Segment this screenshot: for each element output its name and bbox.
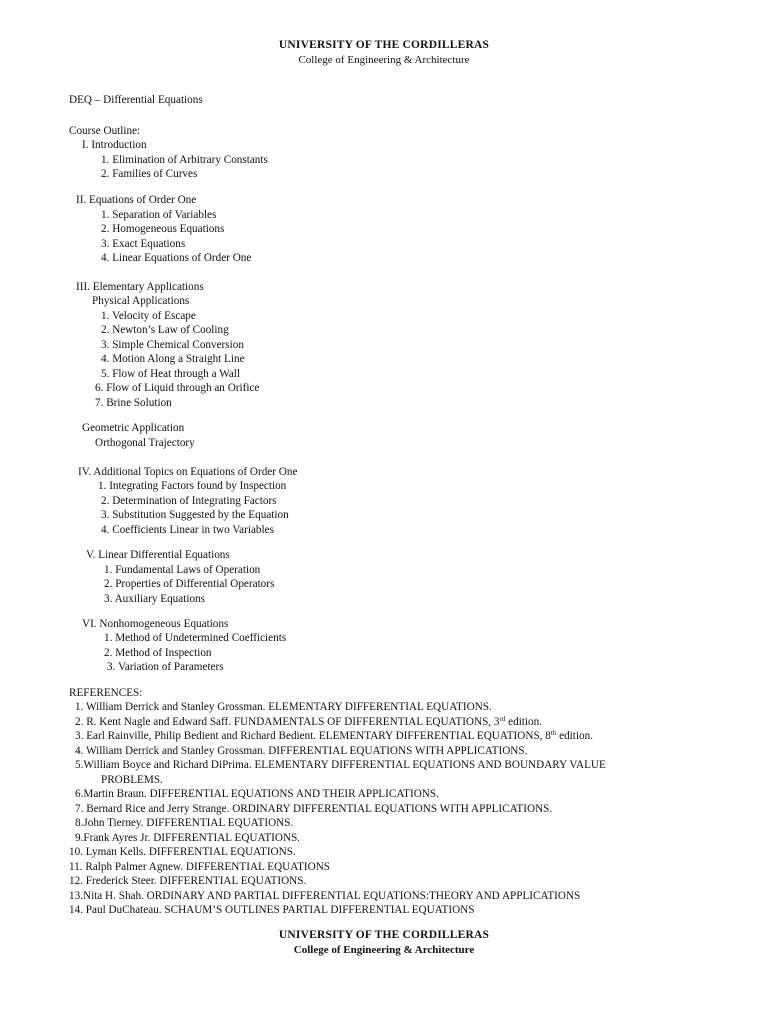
reference-item-continuation: PROBLEMS. <box>101 774 163 786</box>
references-label: REFERENCES: <box>69 687 143 699</box>
reference-item: 10. Lyman Kells. DIFFERENTIAL EQUATIONS. <box>69 846 296 858</box>
outline-label: Course Outline: <box>69 125 141 137</box>
section-2-item: 4. Linear Equations of Order One <box>101 252 252 264</box>
section-3-item: 4. Motion Along a Straight Line <box>101 353 245 365</box>
ordinal-suffix: th <box>550 729 557 737</box>
section-4-item: 3. Substitution Suggested by the Equation <box>101 509 289 521</box>
footer-college-subtitle: College of Engineering & Architecture <box>293 944 475 956</box>
section-3-item: 5. Flow of Heat through a Wall <box>101 368 241 380</box>
section-6-item: 2. Method of Inspection <box>104 647 212 659</box>
section-5-item: 2. Properties of Differential Operators <box>104 578 275 590</box>
reference-item: 1. William Derrick and Stanley Grossman. ELEMENTARY DIFFERENTIAL EQUATIONS. <box>75 701 492 713</box>
section-3-item: 6. Flow of Liquid through an Orifice <box>95 382 260 394</box>
reference-item: 13.Nita H. Shah. ORDINARY AND PARTIAL DIFFERENTIAL EQUATIONS:THEORY AND APPLICATIONS <box>69 890 581 902</box>
geometric-application-item: Orthogonal Trajectory <box>95 437 195 449</box>
footer-university-title: UNIVERSITY OF THE CORDILLERAS <box>278 929 490 941</box>
section-3-item: 3. Simple Chemical Conversion <box>101 339 244 351</box>
geometric-application-label: Geometric Application <box>82 422 185 434</box>
section-1-item: 1. Elimination of Arbitrary Constants <box>101 154 268 166</box>
section-2-item: 3. Exact Equations <box>101 238 186 250</box>
reference-item: 12. Frederick Steer. DIFFERENTIAL EQUATIONS. <box>69 875 307 887</box>
physical-applications-label: Physical Applications <box>92 295 190 307</box>
ordinal-suffix: rd <box>499 715 506 723</box>
section-4-title: IV. Additional Topics on Equations of Order One <box>78 466 298 478</box>
reference-item: 11. Ralph Palmer Agnew. DIFFERENTIAL EQUATIONS <box>69 861 331 873</box>
section-3-title: III. Elementary Applications <box>76 281 204 293</box>
reference-item: 14. Paul DuChateau. SCHAUM’S OUTLINES PARTIAL DIFFERENTIAL EQUATIONS <box>69 904 475 916</box>
section-6-item: 3. Variation of Parameters <box>107 661 224 673</box>
reference-item: 8.John Tierney. DIFFERENTIAL EQUATIONS. <box>75 817 294 829</box>
reference-item: 5.William Boyce and Richard DiPrima. ELEMENTARY DIFFERENTIAL EQUATIONS AND BOUNDARY VALUE <box>75 759 606 771</box>
section-4-item: 2. Determination of Integrating Factors <box>101 495 277 507</box>
college-subtitle: College of Engineering & Architecture <box>298 54 470 66</box>
reference-item: 6.Martin Braun. DIFFERENTIAL EQUATIONS AND THEIR APPLICATIONS. <box>75 788 439 800</box>
section-4-item: 4. Coefficients Linear in two Variables <box>101 524 274 536</box>
reference-item: 7. Bernard Rice and Jerry Strange. ORDINARY DIFFERENTIAL EQUATIONS WITH APPLICATIONS. <box>75 803 553 815</box>
section-1-item: 2. Families of Curves <box>101 168 198 180</box>
section-2-title: II. Equations of Order One <box>76 194 197 206</box>
section-2-item: 1. Separation of Variables <box>101 209 217 221</box>
section-5-item: 1. Fundamental Laws of Operation <box>104 564 261 576</box>
reference-item: 2. R. Kent Nagle and Edward Saff. FUNDAMENTALS OF DIFFERENTIAL EQUATIONS, 3rd edition. <box>75 715 543 728</box>
reference-item: 3. Earl Rainville, Philip Bedient and Richard Bedient. ELEMENTARY DIFFERENTIAL EQUATIONS, 8th edition. <box>75 729 593 742</box>
section-5-title: V. Linear Differential Equations <box>86 549 230 561</box>
reference-item: 4. William Derrick and Stanley Grossman. DIFFERENTIAL EQUATIONS WITH APPLICATIONS. <box>75 745 528 757</box>
university-title: UNIVERSITY OF THE CORDILLERAS <box>278 39 490 51</box>
section-3-item: 7. Brine Solution <box>95 397 172 409</box>
section-1-title: I. Introduction <box>82 139 147 151</box>
section-3-item: 2. Newton’s Law of Cooling <box>101 324 229 336</box>
section-6-title: VI. Nonhomogeneous Equations <box>82 618 229 630</box>
section-2-item: 2. Homogeneous Equations <box>101 223 225 235</box>
course-title: DEQ – Differential Equations <box>69 94 203 106</box>
section-3-item: 1. Velocity of Escape <box>101 310 196 322</box>
reference-item: 9.Frank Ayres Jr. DIFFERENTIAL EQUATIONS. <box>75 832 301 844</box>
section-5-item: 3. Auxiliary Equations <box>104 593 205 605</box>
section-6-item: 1. Method of Undetermined Coefficients <box>104 632 287 644</box>
section-4-item: 1. Integrating Factors found by Inspection <box>98 480 287 492</box>
